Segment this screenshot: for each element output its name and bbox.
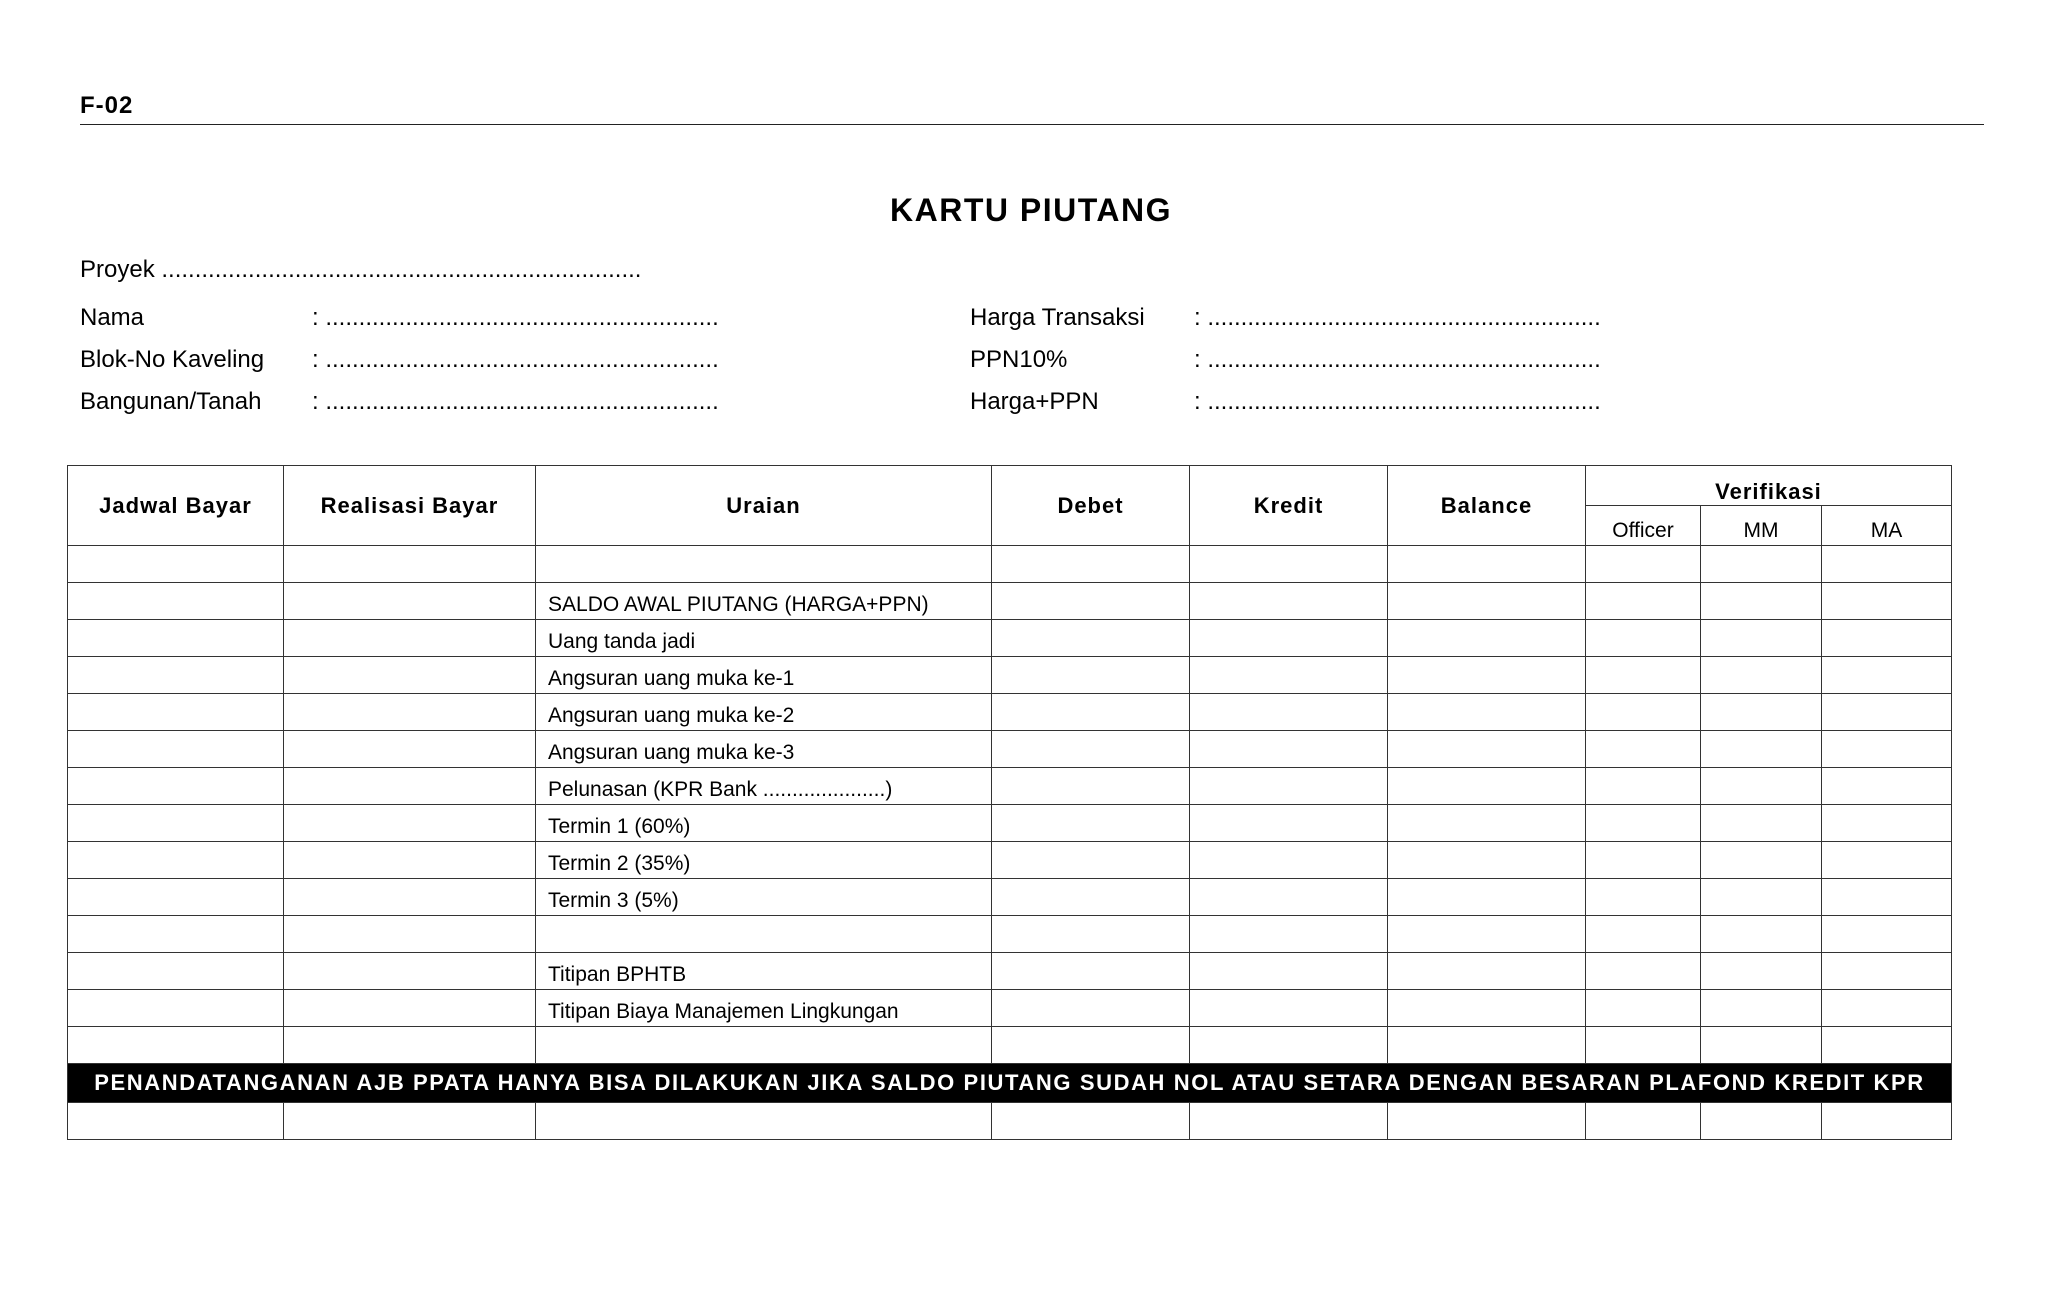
uraian-cell: [536, 1027, 992, 1064]
officer-cell[interactable]: [1586, 546, 1701, 583]
balance-cell[interactable]: [1388, 546, 1586, 583]
uraian-cell: Angsuran uang muka ke-3: [536, 731, 992, 768]
debet-cell[interactable]: [992, 805, 1190, 842]
notice-row: [68, 1064, 1952, 1103]
officer-cell[interactable]: [1586, 620, 1701, 657]
debet-cell[interactable]: [992, 768, 1190, 805]
table-row: [68, 990, 1952, 1027]
mm-cell[interactable]: [1701, 768, 1822, 805]
header-mm: MM: [1701, 506, 1822, 546]
officer-cell[interactable]: [1586, 583, 1701, 620]
mm-cell[interactable]: [1701, 731, 1822, 768]
officer-cell[interactable]: [1586, 731, 1701, 768]
ma-cell[interactable]: [1822, 620, 1952, 657]
officer-cell[interactable]: [1586, 953, 1701, 990]
mm-cell[interactable]: [1701, 546, 1822, 583]
officer-cell[interactable]: [1586, 694, 1701, 731]
officer-cell[interactable]: [1586, 879, 1701, 916]
ma-cell[interactable]: [1822, 842, 1952, 879]
uraian-cell: SALDO AWAL PIUTANG (HARGA+PPN): [536, 583, 992, 620]
mm-cell[interactable]: [1701, 805, 1822, 842]
harga-ppn-label: Harga+PPN: [970, 388, 1099, 415]
kredit-cell[interactable]: [1190, 768, 1388, 805]
uraian-cell: [536, 546, 992, 583]
jadwal-bayar-cell[interactable]: [68, 990, 284, 1027]
ma-cell[interactable]: [1822, 1103, 1952, 1140]
jadwal-bayar-cell[interactable]: [68, 583, 284, 620]
table-row: [68, 731, 1952, 768]
table-row: [68, 805, 1952, 842]
balance-cell[interactable]: [1388, 731, 1586, 768]
table-row: [68, 620, 1952, 657]
uraian-cell: Angsuran uang muka ke-1: [536, 657, 992, 694]
realisasi-bayar-cell[interactable]: [284, 1027, 536, 1064]
debet-cell[interactable]: [992, 731, 1190, 768]
debet-cell[interactable]: [992, 620, 1190, 657]
mm-cell[interactable]: [1701, 1103, 1822, 1140]
nama-field[interactable]: [80, 304, 719, 332]
header-rule: [80, 124, 1984, 125]
realisasi-bayar-cell[interactable]: [284, 694, 536, 731]
header-verifikasi: Verifikasi: [1586, 466, 1952, 506]
table-row: [68, 583, 1952, 620]
header-debet: Debet: [992, 466, 1190, 546]
jadwal-bayar-cell[interactable]: [68, 953, 284, 990]
ma-cell[interactable]: [1822, 768, 1952, 805]
realisasi-bayar-cell[interactable]: [284, 620, 536, 657]
debet-cell[interactable]: [992, 694, 1190, 731]
ppn-value: : ...........................................................: [1194, 346, 1601, 373]
jadwal-bayar-cell[interactable]: [68, 1103, 284, 1140]
ppn-field[interactable]: [970, 346, 1601, 374]
ma-cell[interactable]: [1822, 694, 1952, 731]
balance-cell[interactable]: [1388, 879, 1586, 916]
header-officer: Officer: [1586, 506, 1701, 546]
kredit-cell[interactable]: [1190, 731, 1388, 768]
realisasi-bayar-cell[interactable]: [284, 916, 536, 953]
mm-cell[interactable]: [1701, 842, 1822, 879]
realisasi-bayar-cell[interactable]: [284, 953, 536, 990]
realisasi-bayar-cell[interactable]: [284, 731, 536, 768]
table-row: [68, 1103, 1952, 1140]
bangunan-tanah-label: Bangunan/Tanah: [80, 388, 262, 415]
uraian-cell: Angsuran uang muka ke-2: [536, 694, 992, 731]
table-row: [68, 657, 1952, 694]
uraian-cell: Uang tanda jadi: [536, 620, 992, 657]
debet-cell[interactable]: [992, 1027, 1190, 1064]
header-jadwal-bayar: Jadwal Bayar: [68, 466, 284, 546]
proyek-label: Proyek: [80, 256, 155, 283]
realisasi-bayar-cell[interactable]: [284, 842, 536, 879]
balance-cell[interactable]: [1388, 694, 1586, 731]
officer-cell[interactable]: [1586, 990, 1701, 1027]
officer-cell[interactable]: [1586, 805, 1701, 842]
jadwal-bayar-cell[interactable]: [68, 805, 284, 842]
kredit-cell[interactable]: [1190, 990, 1388, 1027]
debet-cell[interactable]: [992, 842, 1190, 879]
header-balance: Balance: [1388, 466, 1586, 546]
harga-transaksi-field[interactable]: [970, 304, 1601, 332]
realisasi-bayar-cell[interactable]: [284, 768, 536, 805]
harga-transaksi-value: : ...........................................................: [1194, 304, 1601, 331]
form-code: F-02: [80, 92, 134, 119]
officer-cell[interactable]: [1586, 657, 1701, 694]
officer-cell[interactable]: [1586, 842, 1701, 879]
debet-cell[interactable]: [992, 1103, 1190, 1140]
mm-cell[interactable]: [1701, 657, 1822, 694]
jadwal-bayar-cell[interactable]: [68, 620, 284, 657]
proyek-value: ........................................................................: [161, 256, 642, 283]
table-row: [68, 768, 1952, 805]
nama-value: : ...........................................................: [312, 304, 719, 331]
realisasi-bayar-cell[interactable]: [284, 1103, 536, 1140]
mm-cell[interactable]: [1701, 620, 1822, 657]
ma-cell[interactable]: [1822, 546, 1952, 583]
debet-cell[interactable]: [992, 916, 1190, 953]
blok-no-kaveling-label: Blok-No Kaveling: [80, 346, 265, 373]
notice-banner: PENANDATANGANAN AJB PPATA HANYA BISA DILAKUKAN JIKA SALDO PIUTANG SUDAH NOL ATAU SETARA DENGAN BESARAN PLAFOND KREDIT KPR: [68, 1064, 1952, 1103]
harga-transaksi-label: Harga Transaksi: [970, 304, 1145, 331]
kredit-cell[interactable]: [1190, 842, 1388, 879]
jadwal-bayar-cell[interactable]: [68, 731, 284, 768]
table-row: [68, 546, 1952, 583]
blok-no-kaveling-value: : ...........................................................: [312, 346, 719, 373]
mm-cell[interactable]: [1701, 583, 1822, 620]
table-row: [68, 916, 1952, 953]
kredit-cell[interactable]: [1190, 694, 1388, 731]
realisasi-bayar-cell[interactable]: [284, 546, 536, 583]
table-row: [68, 842, 1952, 879]
page-title: KARTU PIUTANG: [890, 192, 1172, 228]
kredit-cell[interactable]: [1190, 805, 1388, 842]
realisasi-bayar-cell[interactable]: [284, 879, 536, 916]
header-kredit: Kredit: [1190, 466, 1388, 546]
kredit-cell[interactable]: [1190, 620, 1388, 657]
debet-cell[interactable]: [992, 879, 1190, 916]
officer-cell[interactable]: [1586, 1027, 1701, 1064]
uraian-cell: Pelunasan (KPR Bank .....................): [536, 768, 992, 805]
balance-cell[interactable]: [1388, 916, 1586, 953]
balance-cell[interactable]: [1388, 1103, 1586, 1140]
balance-cell[interactable]: [1388, 620, 1586, 657]
ledger-table: [67, 465, 1952, 1140]
jadwal-bayar-cell[interactable]: [68, 657, 284, 694]
ma-cell[interactable]: [1822, 916, 1952, 953]
balance-cell[interactable]: [1388, 657, 1586, 694]
kredit-cell[interactable]: [1190, 879, 1388, 916]
kredit-cell[interactable]: [1190, 1027, 1388, 1064]
kredit-cell[interactable]: [1190, 1103, 1388, 1140]
uraian-cell: Titipan BPHTB: [536, 953, 992, 990]
realisasi-bayar-cell[interactable]: [284, 583, 536, 620]
kredit-cell[interactable]: [1190, 916, 1388, 953]
mm-cell[interactable]: [1701, 879, 1822, 916]
balance-cell[interactable]: [1388, 842, 1586, 879]
mm-cell[interactable]: [1701, 990, 1822, 1027]
realisasi-bayar-cell[interactable]: [284, 805, 536, 842]
mm-cell[interactable]: [1701, 953, 1822, 990]
bangunan-tanah-field[interactable]: [80, 388, 719, 416]
table-row: [68, 694, 1952, 731]
balance-cell[interactable]: [1388, 583, 1586, 620]
debet-cell[interactable]: [992, 953, 1190, 990]
blok-no-kaveling-field[interactable]: [80, 346, 719, 374]
ma-cell[interactable]: [1822, 731, 1952, 768]
harga-ppn-field[interactable]: [970, 388, 1601, 416]
proyek-field[interactable]: [80, 256, 641, 284]
kredit-cell[interactable]: [1190, 546, 1388, 583]
jadwal-bayar-cell[interactable]: [68, 916, 284, 953]
balance-cell[interactable]: [1388, 805, 1586, 842]
harga-ppn-value: : ...........................................................: [1194, 388, 1601, 415]
header-realisasi-bayar: Realisasi Bayar: [284, 466, 536, 546]
jadwal-bayar-cell[interactable]: [68, 842, 284, 879]
ma-cell[interactable]: [1822, 1027, 1952, 1064]
table-row: [68, 879, 1952, 916]
kredit-cell[interactable]: [1190, 953, 1388, 990]
ma-cell[interactable]: [1822, 583, 1952, 620]
jadwal-bayar-cell[interactable]: [68, 546, 284, 583]
header-uraian: Uraian: [536, 466, 992, 546]
mm-cell[interactable]: [1701, 916, 1822, 953]
ma-cell[interactable]: [1822, 805, 1952, 842]
balance-cell[interactable]: [1388, 1027, 1586, 1064]
debet-cell[interactable]: [992, 546, 1190, 583]
ma-cell[interactable]: [1822, 953, 1952, 990]
ppn-label: PPN10%: [970, 346, 1068, 373]
mm-cell[interactable]: [1701, 1027, 1822, 1064]
debet-cell[interactable]: [992, 657, 1190, 694]
uraian-cell: Termin 1 (60%): [536, 805, 992, 842]
uraian-cell: Termin 3 (5%): [536, 879, 992, 916]
kredit-cell[interactable]: [1190, 657, 1388, 694]
header-ma: MA: [1822, 506, 1952, 546]
table-row: [68, 953, 1952, 990]
mm-cell[interactable]: [1701, 694, 1822, 731]
jadwal-bayar-cell[interactable]: [68, 768, 284, 805]
officer-cell[interactable]: [1586, 768, 1701, 805]
kredit-cell[interactable]: [1190, 583, 1388, 620]
table-row: [68, 1027, 1952, 1064]
debet-cell[interactable]: [992, 990, 1190, 1027]
officer-cell[interactable]: [1586, 916, 1701, 953]
uraian-cell: [536, 1103, 992, 1140]
bangunan-tanah-value: : ...........................................................: [312, 388, 719, 415]
nama-label: Nama: [80, 304, 145, 331]
balance-cell[interactable]: [1388, 953, 1586, 990]
uraian-cell: [536, 916, 992, 953]
ma-cell[interactable]: [1822, 657, 1952, 694]
uraian-cell: Termin 2 (35%): [536, 842, 992, 879]
balance-cell[interactable]: [1388, 990, 1586, 1027]
ma-cell[interactable]: [1822, 990, 1952, 1027]
debet-cell[interactable]: [992, 583, 1190, 620]
realisasi-bayar-cell[interactable]: [284, 990, 536, 1027]
jadwal-bayar-cell[interactable]: [68, 694, 284, 731]
balance-cell[interactable]: [1388, 768, 1586, 805]
ma-cell[interactable]: [1822, 879, 1952, 916]
uraian-cell: Titipan Biaya Manajemen Lingkungan: [536, 990, 992, 1027]
jadwal-bayar-cell[interactable]: [68, 879, 284, 916]
jadwal-bayar-cell[interactable]: [68, 1027, 284, 1064]
officer-cell[interactable]: [1586, 1103, 1701, 1140]
realisasi-bayar-cell[interactable]: [284, 657, 536, 694]
